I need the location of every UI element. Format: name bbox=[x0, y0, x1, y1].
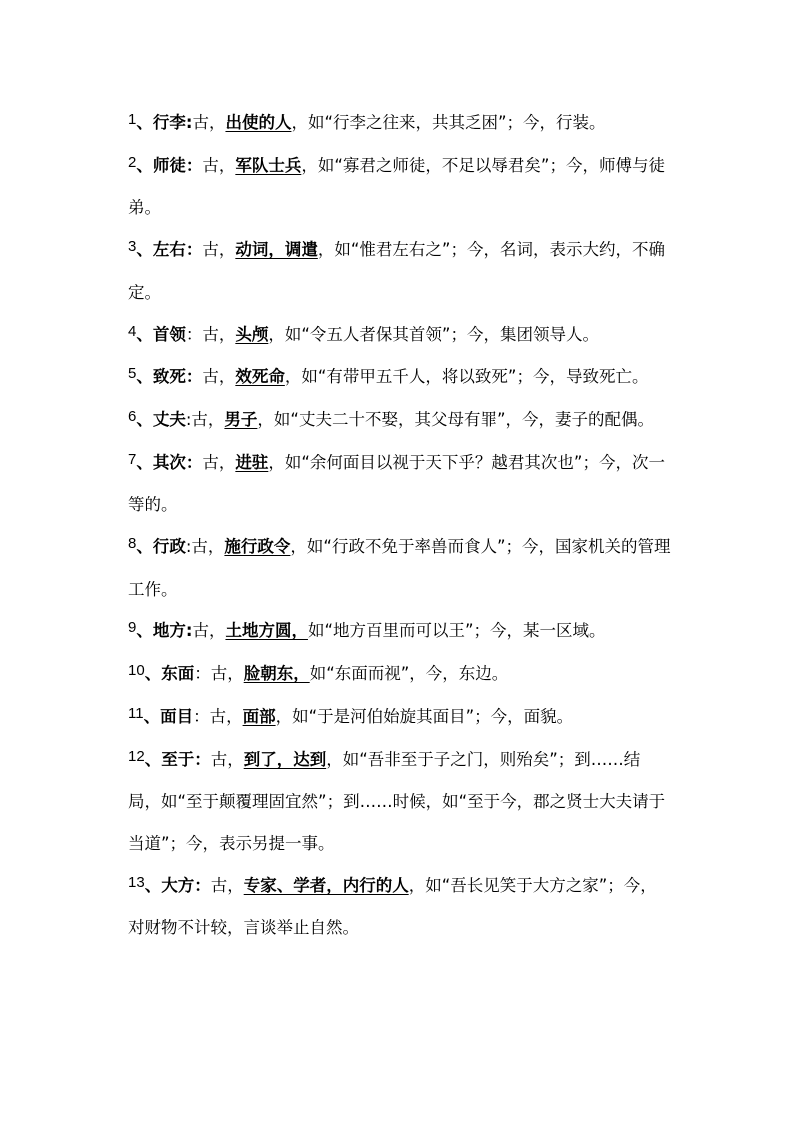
entry-explanation: ，如“寡君之师徒，不足以辱君矣”；今，师傅与徒弟。 bbox=[128, 155, 665, 218]
entry-term: 、左右： bbox=[136, 240, 203, 260]
entry-term: 、行李: bbox=[136, 113, 193, 132]
entry-prefix: 古， bbox=[192, 113, 226, 132]
entry-ancient-meaning: 到了，达到 bbox=[243, 749, 327, 769]
entry-9 bbox=[128, 610, 673, 653]
entry-prefix: 古， bbox=[202, 367, 236, 387]
entry-number: 8 bbox=[128, 535, 137, 553]
entry-12 bbox=[128, 739, 673, 865]
entry-number: 12 bbox=[128, 747, 145, 765]
entry-term: 、致死： bbox=[136, 367, 203, 387]
entry-number: 3 bbox=[128, 238, 137, 256]
entry-ancient-meaning: 效死命 bbox=[235, 367, 285, 387]
entry-ancient-meaning: 脸朝东， bbox=[243, 664, 310, 684]
entry-term: 、面目 bbox=[143, 706, 194, 726]
entry-term: 、首领 bbox=[136, 324, 186, 344]
entry-explanation: ，如“行政不免于率兽而食人”；今，国家机关的管理工作。 bbox=[128, 537, 671, 599]
entry-prefix: 古， bbox=[210, 875, 244, 895]
entry-explanation: ，如“有带甲五千人，将以致死”；今，导致死亡。 bbox=[284, 367, 649, 387]
entry-prefix: 古， bbox=[202, 155, 236, 175]
entry-number: 1 bbox=[128, 111, 137, 128]
entry-term: 、地方: bbox=[136, 621, 193, 641]
entry-5 bbox=[128, 356, 673, 399]
entry-prefix: :古， bbox=[185, 409, 225, 429]
entry-ancient-meaning: 动词，调遣 bbox=[235, 240, 318, 260]
entry-prefix: 古， bbox=[202, 240, 236, 260]
entry-prefix: ：古， bbox=[193, 706, 243, 726]
entry-11 bbox=[128, 696, 673, 739]
entry-number: 6 bbox=[128, 407, 137, 425]
entry-ancient-meaning: 施行政令 bbox=[224, 537, 291, 557]
entry-10 bbox=[128, 653, 673, 696]
entry-explanation: ，如“行李之往来，共其乏困”；今，行装。 bbox=[291, 113, 606, 132]
entry-ancient-meaning: 男子 bbox=[224, 409, 258, 429]
entry-term: 、师徒： bbox=[136, 155, 203, 175]
entry-prefix: 古， bbox=[192, 621, 226, 641]
entry-explanation: ，如“于是河伯始旋其面目”；今，面貌。 bbox=[275, 706, 574, 726]
entry-ancient-meaning: 专家、学者，内行的人 bbox=[243, 875, 409, 895]
entry-4 bbox=[128, 314, 673, 357]
entry-ancient-meaning: 军队士兵 bbox=[235, 155, 302, 175]
entry-term: 、丈夫 bbox=[136, 409, 186, 429]
entry-explanation: ，如“惟君左右之”；今，名词，表示大约，不确定。 bbox=[128, 240, 665, 302]
entry-prefix: ：古， bbox=[194, 664, 244, 684]
entry-3 bbox=[128, 229, 673, 313]
entry-7 bbox=[128, 442, 673, 526]
entry-explanation: 如“地方百里而可以王”；今，某一区域。 bbox=[307, 621, 606, 641]
entry-term: 、行政 bbox=[136, 537, 186, 557]
entry-explanation: ，如“令五人者保其首领”；今，集团领导人。 bbox=[268, 324, 599, 344]
entry-number: 10 bbox=[128, 662, 145, 680]
entry-term: 、至于： bbox=[144, 749, 211, 769]
entry-explanation: 如“东面而视”，今，东边。 bbox=[309, 664, 509, 684]
entry-explanation: ，如“余何面目以视于天下乎？越君其次也”；今，次一等的。 bbox=[128, 452, 665, 515]
entry-term: 、其次： bbox=[136, 452, 203, 472]
entry-2 bbox=[128, 145, 673, 229]
entry-13 bbox=[128, 865, 673, 949]
entry-ancient-meaning: 面部 bbox=[242, 706, 276, 726]
entry-number: 11 bbox=[128, 704, 144, 722]
entry-number: 5 bbox=[128, 365, 137, 383]
entry-number: 9 bbox=[128, 619, 137, 637]
entry-ancient-meaning: 土地方圆， bbox=[225, 621, 308, 641]
entry-ancient-meaning: 头颅 bbox=[235, 324, 269, 344]
entry-number: 2 bbox=[128, 153, 137, 171]
entry-prefix: ：古， bbox=[185, 324, 236, 344]
entry-term: 、东面 bbox=[144, 664, 195, 684]
entry-prefix: 古， bbox=[210, 749, 244, 769]
entry-ancient-meaning: 出使的人 bbox=[225, 113, 292, 132]
entry-prefix: :古， bbox=[185, 537, 225, 557]
entry-6 bbox=[128, 399, 673, 442]
entry-list bbox=[128, 102, 673, 949]
entry-prefix: 古， bbox=[202, 452, 236, 472]
entry-explanation: ，如“丈夫二十不娶，其父母有罪”，今，妻子的配偶。 bbox=[257, 409, 655, 429]
entry-explanation: ，如“吾非至于子之门，则殆矣”；到……结局，如“至于颠覆理固宜然”；到……时候，如“至于今，郡之贤士大夫请于当道”；今，表示另提一事。 bbox=[128, 749, 666, 853]
entry-term: 、大方： bbox=[144, 875, 211, 895]
entry-explanation: ，如“吾长见笑于大方之家”；今，对财物不计较，言谈举止自然。 bbox=[128, 875, 657, 938]
entry-1 bbox=[128, 102, 673, 145]
entry-number: 13 bbox=[128, 873, 145, 891]
entry-8 bbox=[128, 526, 673, 610]
entry-number: 7 bbox=[128, 450, 137, 468]
entry-ancient-meaning: 进驻 bbox=[235, 452, 269, 472]
entry-number: 4 bbox=[128, 322, 137, 340]
